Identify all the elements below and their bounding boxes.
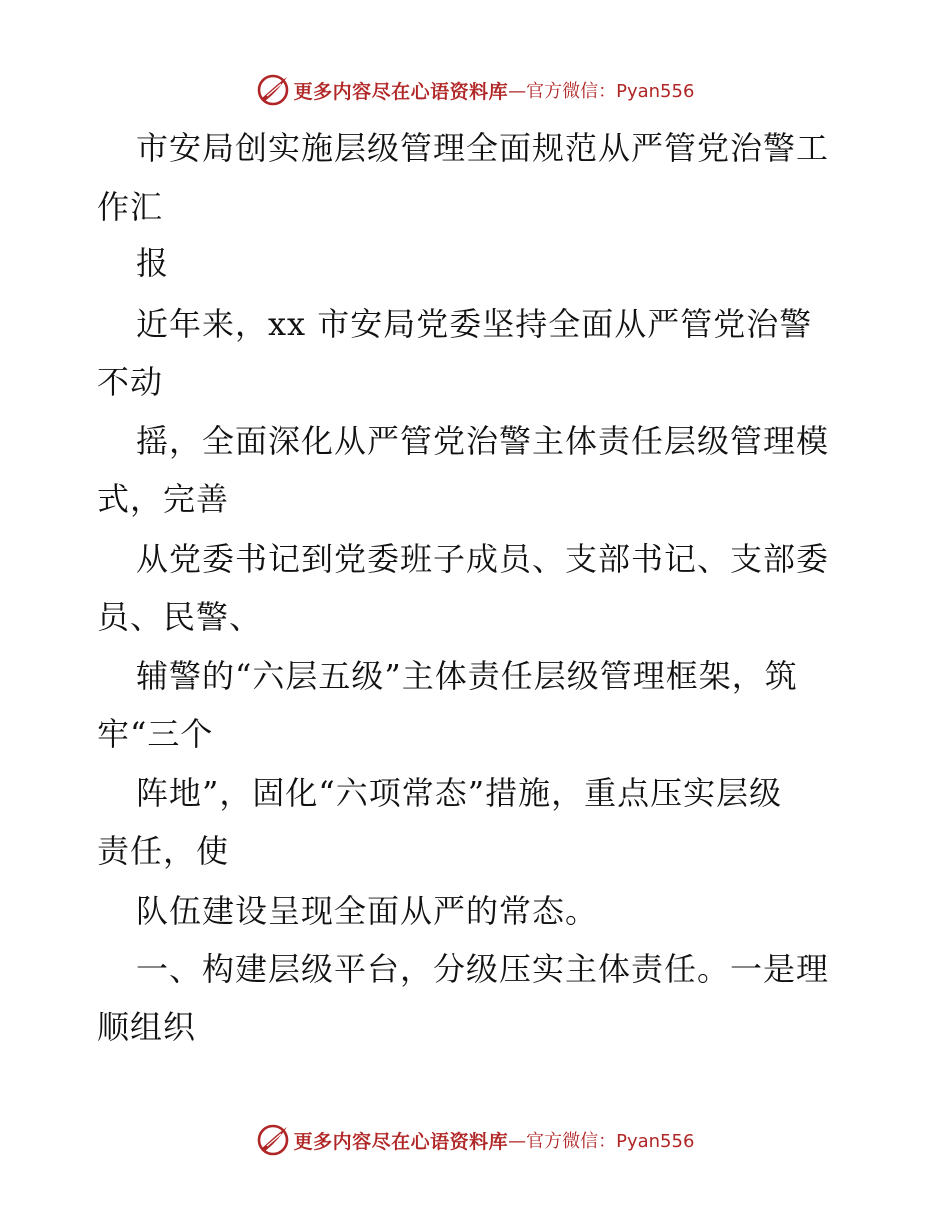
text-line: 一、构建层级平台，分级压实主体责任。一是理 xyxy=(136,950,830,988)
text-line: 责任，使 xyxy=(97,832,230,870)
text-line: 作汇 xyxy=(97,188,164,226)
header-banner-contact: —官方微信：Pyan556 xyxy=(508,81,695,102)
text-line: 从党委书记到党委班子成员、支部书记、支部委 xyxy=(136,540,830,578)
text-line: 牢“三个 xyxy=(97,715,214,753)
text-line: 市安局创实施层级管理全面规范从严管党治警工 xyxy=(136,129,830,167)
text-line: 队伍建设呈现全面从严的常态。 xyxy=(136,892,599,930)
footer-banner-contact: —官方微信：Pyan556 xyxy=(508,1131,695,1152)
text-line: 辅警的“六层五级”主体责任层级管理框架，筑 xyxy=(136,657,798,695)
quill-logo-icon xyxy=(256,1123,290,1157)
header-banner-title: 更多内容尽在心语资料库 xyxy=(293,80,509,103)
text-line: 摇，全面深化从严管党治警主体责任层级管理模 xyxy=(136,422,830,460)
footer-banner xyxy=(0,1120,950,1160)
text-line: 式，完善 xyxy=(97,480,230,518)
header-banner xyxy=(0,70,950,110)
text-line: 不动 xyxy=(97,363,164,401)
text-line: 员、民警、 xyxy=(97,598,263,636)
text-line: 近年来，xx 市安局党委坚持全面从严管党治警 xyxy=(136,305,813,343)
quill-logo-icon xyxy=(256,73,290,107)
text-line: 报 xyxy=(136,244,170,282)
text-line: 顺组织 xyxy=(97,1008,197,1046)
footer-banner-title: 更多内容尽在心语资料库 xyxy=(293,1130,509,1153)
text-line: 阵地”，固化“六项常态”措施，重点压实层级 xyxy=(136,774,783,812)
